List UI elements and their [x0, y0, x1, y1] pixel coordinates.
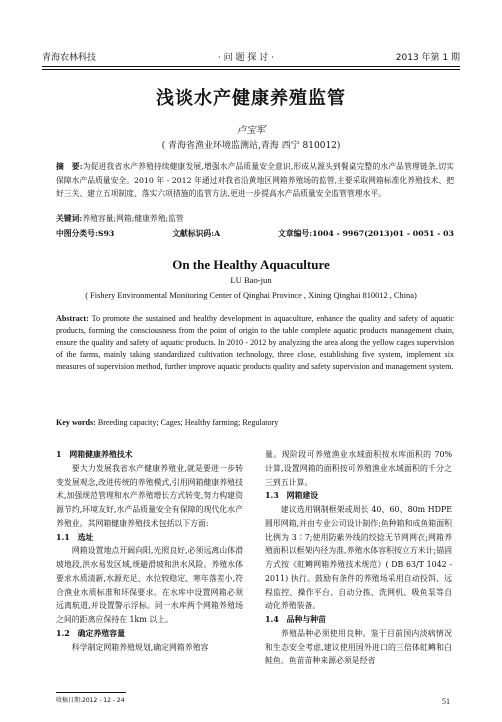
- english-affiliation: ( Fishery Environmental Monitoring Center of Qinghai Province , Xining Qinghai 810012 , China): [85, 291, 417, 300]
- english-title: On the Healthy Aquaculture: [172, 257, 330, 272]
- abstract-en: [56, 313, 454, 373]
- doc-code: 文献标识码:A: [172, 229, 221, 238]
- running-header: [42, 48, 460, 64]
- classification-row: [56, 228, 454, 239]
- affiliation: ( 青海省渔业环境监测站,青海 西宁 810012): [161, 141, 341, 151]
- abstract-cn: [56, 160, 454, 201]
- paragraph: 科学制定网箱养殖规划,确定网箱养殖容: [71, 642, 209, 652]
- header-rule: [42, 66, 460, 70]
- paragraph: 建议选用钢制框架或周长 40、60、80m HDPE 圆形网箱,并由专业公司设计制作;鱼种箱和成鱼箱面积比例为 3∶7;使用防紫外线的绞捻无节网网衣;网箱养殖面积以框架内径为准,养殖水体容积按立方米计;锚固方式按《虹鳟网箱养殖技术规范》( DB 63/T 1042 - 2011) 执行。鼓励有条件的养殖场采用自动投饵、远程监控、操作平台、自动分拣、洗网机、吸鱼泵等自动化养殖装备。: [265, 505, 452, 611]
- keywords-cn-text: 养殖容量;网箱;健康养殖;监管: [82, 214, 184, 223]
- keywords-cn: [56, 213, 184, 224]
- subsection-heading: 1.3 网箱建设: [265, 491, 319, 501]
- issue-label: 2013 年第 1 期: [395, 52, 460, 63]
- abstract-cn-label: 摘 要:: [56, 162, 83, 171]
- subsection-heading: 1.2 确定养殖容量: [56, 628, 125, 638]
- keywords-cn-label: 关键词:: [56, 214, 83, 223]
- paragraph: 量。现阶段可养殖渔业水域面积按水库面积的 70% 计算,设置网箱的面积按可养殖渔业水域面积的千分之三到五计算。: [265, 450, 452, 487]
- keywords-en: [56, 418, 278, 427]
- abstract-cn-text: 为促进我省水产养殖持续健康发展,增强水产品质量安全意识,形成从源头到餐桌完整的水产品管理链条,切实保障水产品质量安全。2010 年 - 2012 年通过对我省沿黄地区网箱养殖场的监管,主要采取网箱标准化养殖技术、把好三关、建立五项制度、落实六项措施的监管方法,更进一步提高水产品质量安全监管管理水平。: [56, 162, 454, 198]
- journal-name: 青海农林科技: [42, 52, 97, 63]
- keywords-en-text: Breeding capacity; Cages; Healthy farming; Regulatory: [97, 418, 279, 427]
- abstract-en-label: Abstract:: [56, 314, 89, 323]
- abstract-en-text: To promote the sustained and healthy development in aquaculture, enhance the quality and safety of aquatic products, forming the consciousness from the point of origin to the table complete aquatic products management chain, ensure the quality and safety of aquatic products. In 2010 - 2012 by analyzing the area along the yellow cages supervision of the farms, mainly taking standardized cultivation technology, three close, establishing five system, implement six measures of supervision method, further improve aquatic products quality and safety supervision and management system.: [56, 314, 454, 372]
- subsection-heading: 1.1 选址: [56, 532, 94, 542]
- body-column-left: [56, 448, 243, 654]
- section-label: · 问 题 探 讨 ·: [217, 52, 274, 63]
- subsection-heading: 1.4 品种与种苗: [265, 615, 327, 624]
- section-heading: 1 网箱健康养殖技术: [56, 450, 133, 459]
- footnote-rule: [56, 692, 126, 693]
- paragraph: 网箱设置地点开阔向阳,光照良好,必须远离山体滑坡地段,洪水易发区域,规避滑坡和洪水风险。养殖水体要求水质清新,水源充足、水位较稳定、寒年落差小,符合渔业水质标准和环保要求。在水库中设置网箱必须远离航道,并设置警示浮标。同一水库两个网箱养殖场之间的距离应保持在 1km 以上。: [56, 546, 243, 624]
- author: 卢宝军: [236, 125, 266, 136]
- english-author: LU Bao-jun: [230, 275, 272, 285]
- body-column-right: [265, 448, 452, 668]
- page-number: 51: [442, 697, 450, 706]
- keywords-en-label: Key words:: [56, 418, 96, 427]
- paragraph: 养殖品种必须使用良种。鉴于目前国内淡病情况和生态安全考虑,建议使用国外进口的三倍体虹鳟和白鲑鱼。鱼苗苗种来源必须是经省: [265, 628, 452, 666]
- article-title: 浅谈水产健康养殖监管: [156, 88, 346, 109]
- article-number: 文章编号:1004 - 9967(2013)01 - 0051 - 03: [278, 229, 454, 238]
- clc-number: 中图分类号:S93: [56, 229, 115, 238]
- received-date: 收稿日期:2012 - 12 - 24: [56, 697, 125, 704]
- paragraph: 要大力发展我省水产健康养殖业,就是要进一步转变发展观念,改进传统的养殖模式,引用网箱健康养殖技术,加强规范管理和水产养殖增长方式转变,努力构建资源节约,环境友好,水产品质量安全有保障的现代化水产养殖业。其网箱健康养殖技术包括以下方面:: [56, 463, 243, 528]
